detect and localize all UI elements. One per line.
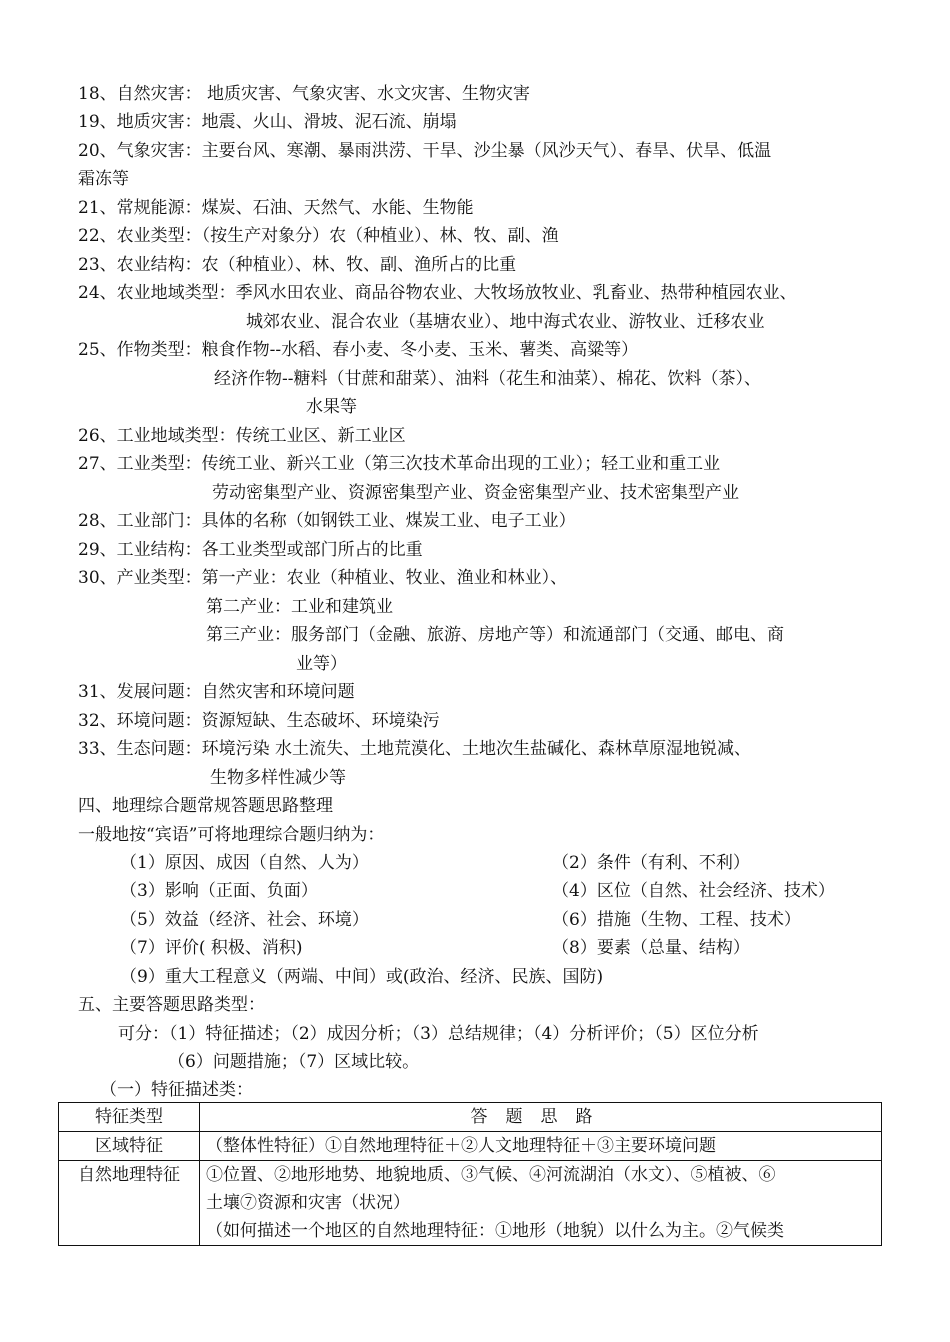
section-4-heading: 四、地理综合题常规答题思路整理 [78, 796, 333, 816]
cell-answer-line: ①位置、②地形地势、地貌地质、③气候、④河流湖泊（水文）、⑤植被、⑥ [206, 1165, 776, 1185]
item-18: 18、自然灾害： 地质灾害、气象灾害、水文灾害、生物灾害 [78, 84, 531, 104]
category-2: （2）条件（有利、不利） [552, 853, 750, 873]
header-answer-approach: 答题思路 [200, 1103, 882, 1132]
item-27-line1: 27、工业类型：传统工业、新兴工业（第三次技术革命出现的工业）；轻工业和重工业 [78, 454, 721, 474]
item-24-line2: 城郊农业、混合农业（基塘农业）、地中海式农业、游牧业、迁移农业 [246, 312, 765, 332]
category-9: （9）重大工程意义（两端、中间）或(政治、经济、民族、国防) [120, 967, 604, 987]
item-30-line1: 30、产业类型：第一产业：农业（种植业、牧业、渔业和林业）、 [78, 568, 568, 588]
feature-description-table [58, 1102, 882, 1246]
item-24-line1: 24、农业地域类型：季风水田农业、商品谷物农业、大牧场放牧业、乳畜业、热带种植园农业、 [78, 283, 797, 303]
cell-feature-type: 区域特征 [59, 1132, 200, 1161]
item-30-line2: 第二产业：工业和建筑业 [206, 597, 393, 617]
table-header-row [59, 1103, 882, 1132]
item-30-line4: 业等） [296, 654, 347, 674]
item-29: 29、工业结构：各工业类型或部门所占的比重 [78, 540, 423, 560]
table-row [59, 1161, 882, 1246]
item-33-line1: 33、生态问题：环境污染 水土流失、土地荒漠化、土地次生盐碱化、森林草原湿地锐减、 [78, 739, 752, 759]
subsection-1-heading: （一）特征描述类： [100, 1080, 253, 1100]
item-27-line2: 劳动密集型产业、资源密集型产业、资金密集型产业、技术密集型产业 [212, 483, 739, 503]
section-5-heading: 五、主要答题思路类型： [78, 995, 265, 1015]
category-8: （8）要素（总量、结构） [552, 938, 750, 958]
category-6: （6）措施（生物、工程、技术） [552, 910, 801, 930]
item-31: 31、发展问题：自然灾害和环境问题 [78, 682, 355, 702]
item-25-line2: 经济作物--糖料（甘蔗和甜菜）、油料（花生和油菜）、棉花、饮料（茶）、 [214, 369, 761, 389]
category-1: （1）原因、成因（自然、人为） [120, 853, 369, 873]
cell-answer-line: （如何描述一个地区的自然地理特征：①地形（地貌）以什么为主。②气候类 [206, 1221, 784, 1241]
section-4-intro: 一般地按“宾语”可将地理综合题归纳为： [78, 825, 385, 845]
item-19: 19、地质灾害：地震、火山、滑坡、泥石流、崩塌 [78, 112, 457, 132]
item-28: 28、工业部门：具体的名称（如钢铁工业、煤炭工业、电子工业） [78, 511, 576, 531]
category-5: （5）效益（经济、社会、环境） [120, 910, 369, 930]
cell-answer-approach [200, 1161, 882, 1246]
category-3: （3）影响（正面、负面） [120, 881, 318, 901]
item-33-line2: 生物多样性减少等 [210, 768, 346, 788]
item-20-line2: 霜冻等 [78, 169, 129, 189]
item-30-line3: 第三产业：服务部门（金融、旅游、房地产等）和流通部门（交通、邮电、商 [206, 625, 784, 645]
cell-feature-type: 自然地理特征 [59, 1161, 200, 1246]
item-22: 22、农业类型：（按生产对象分）农（种植业）、林、牧、副、渔 [78, 226, 559, 246]
category-4: （4）区位（自然、社会经济、技术） [552, 881, 835, 901]
header-feature-type: 特征类型 [59, 1103, 200, 1132]
item-21: 21、常规能源：煤炭、石油、天然气、水能、生物能 [78, 198, 474, 218]
item-25-line1: 25、作物类型：粮食作物--水稻、春小麦、冬小麦、玉米、薯类、高粱等） [78, 340, 639, 360]
section-5-types-line1: 可分：（1）特征描述；（2）成因分析；（3）总结规律；（4）分析评价；（5）区位分析 [118, 1024, 759, 1044]
cell-answer-approach: （整体性特征）①自然地理特征＋②人文地理特征＋③主要环境问题 [200, 1132, 882, 1161]
item-20-line1: 20、气象灾害：主要台风、寒潮、暴雨洪涝、干旱、沙尘暴（风沙天气）、春旱、伏旱、低温 [78, 141, 772, 161]
item-25-line3: 水果等 [306, 397, 357, 417]
item-26: 26、工业地域类型：传统工业区、新工业区 [78, 426, 406, 446]
item-32: 32、环境问题：资源短缺、生态破坏、环境染污 [78, 711, 440, 731]
table-row [59, 1132, 882, 1161]
cell-answer-line: 土壤⑦资源和灾害（状况） [206, 1193, 410, 1213]
item-23: 23、农业结构：农（种植业）、林、牧、副、渔所占的比重 [78, 255, 517, 275]
section-5-types-line2: （6）问题措施；（7）区域比较。 [168, 1052, 420, 1072]
category-7: （7）评价( 积极、消积) [120, 938, 303, 958]
